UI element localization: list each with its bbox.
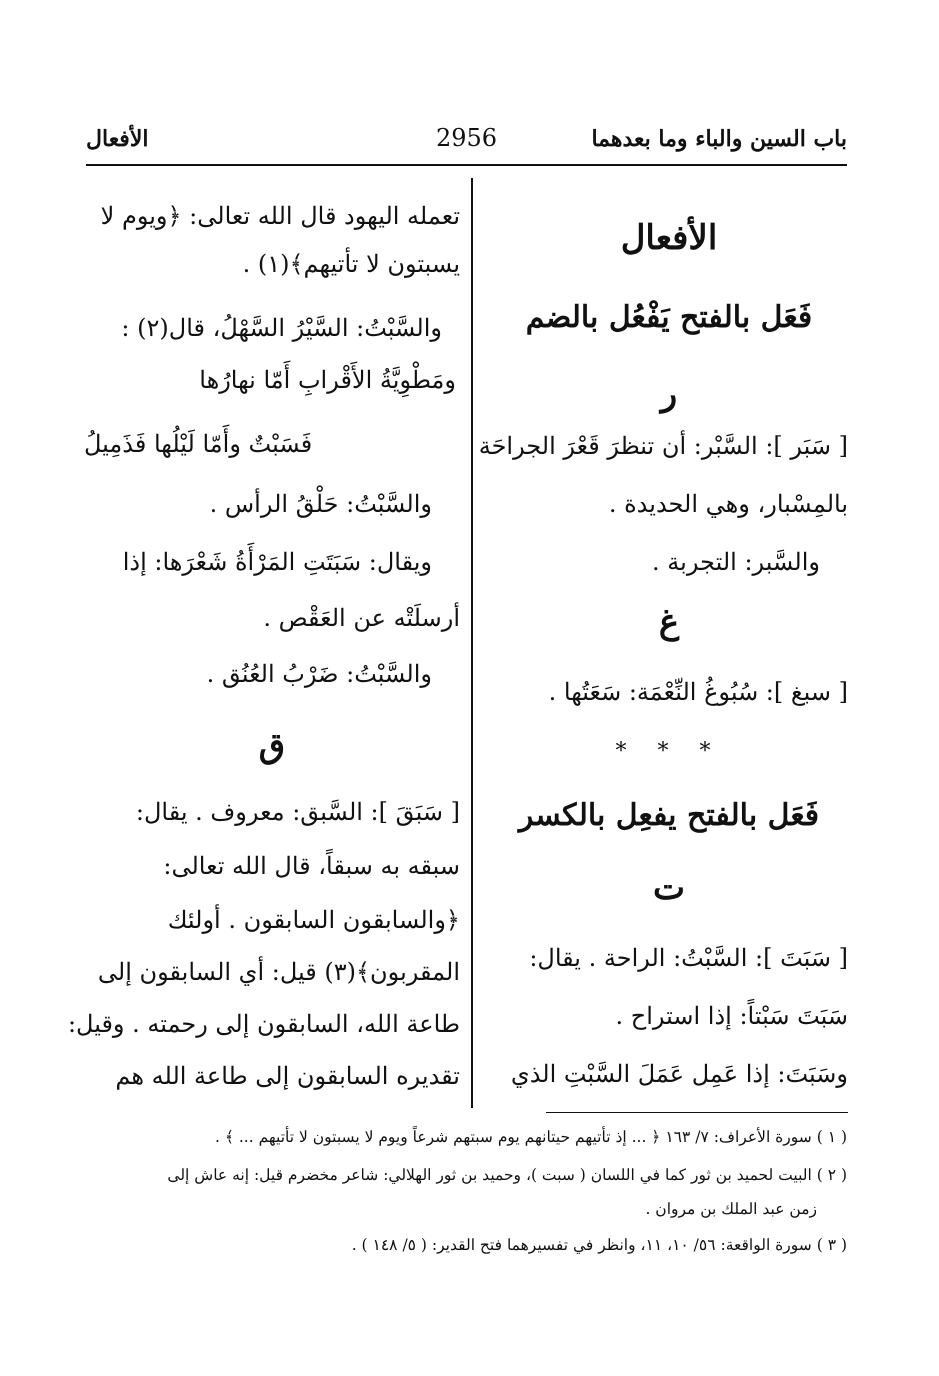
entry-line: والسَّبر: التجربة . [652, 548, 820, 576]
right-column [478, 178, 848, 1108]
footnote-rule [546, 1112, 848, 1113]
entry-line: تقديره السابقون إلى طاعة الله هم [115, 1062, 460, 1090]
letter-heading-t: ت [652, 868, 685, 908]
entry-line: والسَّبْتُ: السَّيْرُ السَّهْلُ، قال(٢) : [121, 314, 442, 342]
footnote-3: ( ٣ ) سورة الواقعة: ٥٦/ ١٠، ١١، وانظر في تفسيرهما فتح القدير: ( ٥/ ١٤٨ ) . [351, 1236, 847, 1254]
entry-line: أرسلَتْه عن العَقْص . [263, 604, 460, 632]
section-separator: * * * [615, 739, 723, 764]
entry-line: بالمِسْبار، وهي الحديدة . [608, 490, 848, 518]
entry-line: تعمله اليهود قال الله تعالى: ﴿ويوم لا [100, 202, 460, 230]
page-number: 2956 [435, 124, 498, 152]
column-divider [471, 178, 473, 1108]
entry-line: طاعة الله، السابقون إلى رحمته . وقيل: [67, 1010, 460, 1038]
footnote-2-continued: زمن عبد الملك بن مروان . [645, 1200, 817, 1218]
entry-line: سَبَتَ سَبْتاً: إذا استراح . [615, 1002, 848, 1030]
header-rule [86, 164, 847, 166]
entry-line: وسَبَتَ: إذا عَمِل عَمَلَ السَّبْتِ الذي [510, 1060, 848, 1088]
verse-hemistich-1: ومَطْوِيَّةُ الأَقْرابِ أَمّا نهارُها [199, 366, 456, 394]
entry-line: ويقال: سَبَتَتِ المَرْأَةُ شَعْرَها: إذا [122, 548, 432, 576]
entry-line: والسَّبْتُ: حَلْقُ الرأس . [209, 490, 432, 518]
section-title-2: فَعَل بالفتح يفعِل بالكسر [518, 798, 820, 833]
letter-heading-r: ر [660, 374, 678, 414]
page-header [86, 118, 847, 162]
verse-hemistich-2: فَسَبْتٌ وأَمّا لَيْلُها فَذَمِيلُ [84, 430, 313, 458]
entry-line: المقربون﴾(٣) قيل: أي السابقون إلى [97, 958, 460, 986]
letter-heading-gh: غ [658, 602, 680, 642]
letter-heading-q: ق [258, 726, 286, 766]
main-title: الأفعال [620, 218, 718, 258]
section-heading: الأفعال [86, 126, 149, 152]
section-title-1: فَعَل بالفتح يَفْعُل بالضم [525, 300, 813, 335]
entry-line: والسَّبْتُ: ضَرْبُ العُنُق . [206, 660, 432, 688]
entry-line: [ سَبَقَ ]: السَّبق: معروف . يقال: [135, 798, 460, 826]
chapter-heading: باب السين والباء وما بعدهما [591, 126, 847, 152]
entry-line: يسبتون لا تأتيهم﴾(١) . [242, 250, 460, 278]
entry-line: [ سَبَتَ ]: السَّبْتُ: الراحة . يقال: [529, 944, 848, 972]
entry-line: ﴿والسابقون السابقون . أولئك [167, 906, 460, 934]
footnote-1: ( ١ ) سورة الأعراف: ٧/ ١٦٣ ﴿ ... إذ تأتيهم حيتانهم يوم سبتهم شرعاً ويوم لا يسبتون لا تأتيهم ... ﴾ . [215, 1128, 847, 1146]
entry-line: سبقه به سبقاً، قال الله تعالى: [163, 852, 460, 880]
footnote-2: ( ٢ ) البيت لحميد بن ثور كما في اللسان ( سبت )، وحميد بن ثور الهلالي: شاعر مخضرم قيل: إنه عاش إلى [167, 1166, 847, 1184]
entry-line: [ سَبَر ]: السَّبْر: أن تنظرَ قَعْرَ الجراحَة [478, 432, 848, 460]
left-column [67, 178, 460, 1108]
entry-line: [ سبغ ]: سُبُوغُ النِّعْمَة: سَعَتُها . [548, 678, 848, 706]
